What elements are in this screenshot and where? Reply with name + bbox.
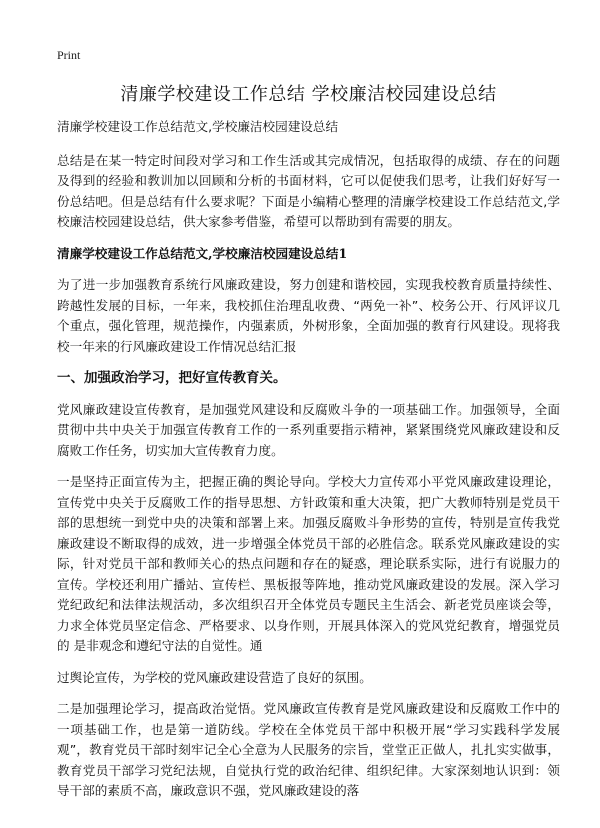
paragraph-1: 为了进一步加强教育系统行风廉政建设，努力创建和谐校园，实现我校教育质量持续性、跨越性发展的目标，一年来，我校抓住治理乱收费、“两免一补”、校务公开、行风评议几个重点，强化管理，规范操作，内强素质，外树形象，全面加强的教育行风建设。现将我校一年来的行风廉政建设工作情况总结汇报 [57, 277, 560, 354]
paragraph-5: 二是加强理论学习，提高政治觉悟。党风廉政宣传教育是党风廉政建设和反腐败工作中的一项基础工作，也是第一道防线。学校在全体党员干部中积极开展“学习实践科学发展观”，教育党员干部时刻牢记全心全意为人民服务的宗旨，堂堂正正做人，扎扎实实做事，教育党员干部学习党纪法规，自觉执行党的政治纪律、组织纪律。大家深刻地认识到：领导干部的素质不高，廉政意识不强，党风廉政建设的落 [57, 701, 560, 798]
paragraph-4: 过舆论宣传，为学校的党风廉政建设营造了良好的氛围。 [57, 669, 372, 685]
section-title: 清廉学校建设工作总结范文,学校廉洁校园建设总结1 [57, 245, 348, 261]
document-body [57, 117, 560, 813]
paragraph-2: 党风廉政建设宣传教育，是加强党风建设和反腐败斗争的一项基础工作。加强领导，全面贯彻中共中央关于加强宣传教育工作的一系列重要指示精神，紧紧围绕党风廉政建设和反腐败工作任务，切实加大宣传教育力度。 [57, 401, 560, 458]
heading-1: 一、加强政治学习，把好宣传教育关。 [57, 370, 287, 386]
paragraph-3: 一是坚持正面宣传为主，把握正确的舆论导向。学校大力宣传邓小平党风廉政建设理论，宣传党中央关于反腐败工作的指导思想、方针政策和重大决策，把广大教师特别是党员干部的思想统一到党中央的决策和部署上来。加强反腐败斗争形势的宣传，特别是宣传我党廉政建设不断取得的成效，进一步增强全体党员干部的必胜信念。联系党风廉政建设的实际，针对党员干部和教师关心的热点问题和存在的疑惑，理论联系实际，进行有说服力的宣传。学校还利用广播站、宣传栏、黑板报等阵地，推动党风廉政建设的发展。深入学习党纪政纪和法律法规活动，多次组织召开全体党员专题民主生活会、新老党员座谈会等，力求全体党员坚定信念、严格要求、以身作则，开展具体深入的党风党纪教育，增强党员的 是非观念和遵纪守法的自觉性。通 [57, 474, 560, 653]
document-subtitle: 清廉学校建设工作总结范文,学校廉洁校园建设总结 [57, 119, 339, 134]
intro-paragraph: 总结是在某一特定时间段对学习和工作生活或其完成情况，包括取得的成绩、存在的问题及得到的经验和教训加以回顾和分析的书面材料，它可以促使我们思考，让我们好好写一份总结吧。但是总结有什么要求呢？下面是小编精心整理的清廉学校建设工作总结范文,学校廉洁校园建设总结，供大家参考借鉴，希望可以帮助到有需要的朋友。 [57, 152, 560, 229]
print-link[interactable]: Print [57, 48, 81, 62]
document-title: 清廉学校建设工作总结 学校廉洁校园建设总结 [120, 84, 497, 105]
